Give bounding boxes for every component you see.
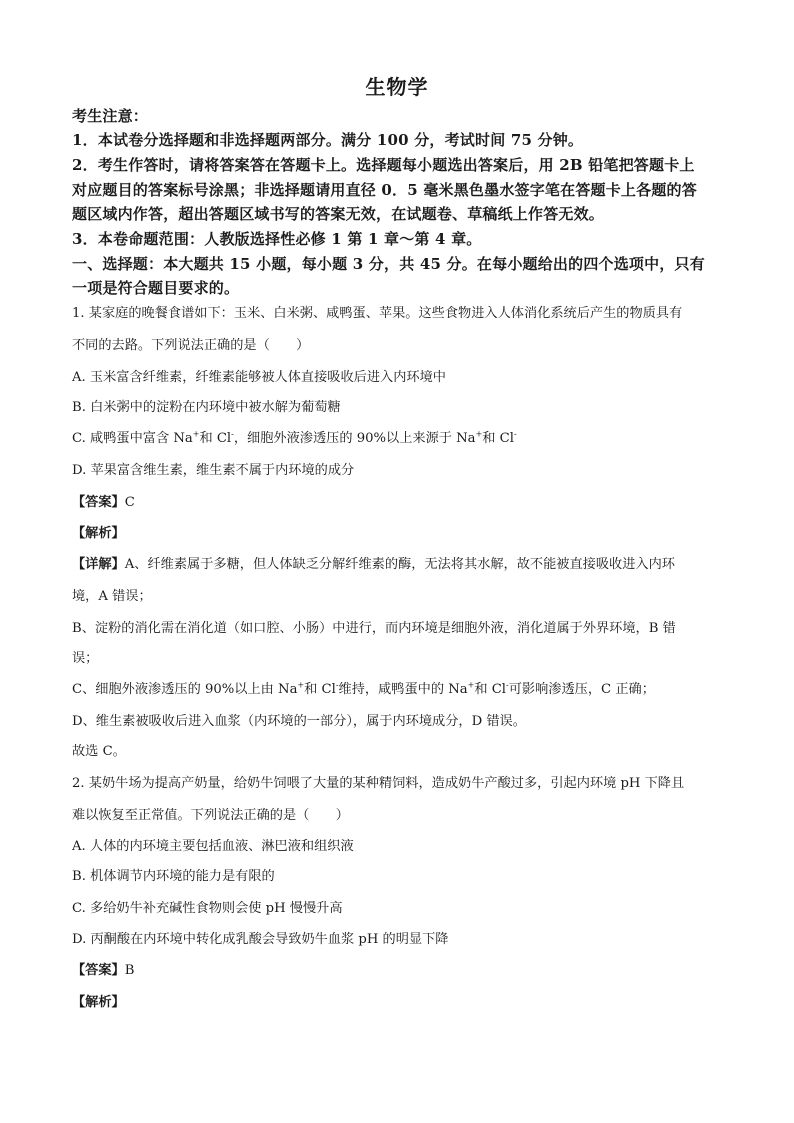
q1-analysis-tag: 【解析】 bbox=[72, 526, 125, 541]
q1-option-c bbox=[72, 429, 728, 449]
page-title: 生物学 bbox=[365, 75, 429, 99]
section-heading-1: 一、选择题：本大题共 15 小题，每小题 3 分，共 45 分。在每小题给出的四个选项中，只有 bbox=[72, 255, 705, 273]
notice-item-2c: 题区域内作答，超出答题区域书写的答案无效，在试题卷、草稿纸上作答无效。 bbox=[72, 205, 605, 223]
superscript: - bbox=[513, 429, 517, 439]
notice-item-2b: 对应题目的答案标号涂黑；非选择题请用直径 0．5 毫米黑色墨水签字笔在答题卡上各题的答 bbox=[72, 181, 697, 199]
notice-item-3: 3．本卷命题范围：人教版选择性必修 1 第 1 章～第 4 章。 bbox=[72, 230, 482, 248]
detail-text: 维持，咸鸭蛋中的 Na bbox=[338, 682, 468, 697]
q2-stem-a: 2. 某奶牛场为提高产奶量，给奶牛饲喂了大量的某种精饲料，造成奶牛产酸过多，引起内环境 pH 下降且 bbox=[72, 776, 685, 791]
section-heading-2: 一项是符合题目要求的。 bbox=[72, 279, 240, 297]
answer-value: B bbox=[124, 963, 135, 978]
superscript: - bbox=[335, 680, 339, 690]
q2-analysis-tag: 【解析】 bbox=[72, 995, 125, 1010]
q2-option-c: C. 多给奶牛补充碱性食物则会使 pH 慢慢升高 bbox=[72, 901, 343, 916]
q1-option-c-text: 和 Cl bbox=[199, 431, 232, 446]
q1-option-d: D. 苹果富含维生素，维生素不属于内环境的成分 bbox=[72, 463, 355, 478]
q1-option-c-text: ，细胞外液渗透压的 90%以上来源于 Na bbox=[233, 431, 476, 446]
detail-text: 和 Cl bbox=[474, 682, 507, 697]
answer-tag: 【答案】 bbox=[72, 963, 125, 978]
q1-detail-3 bbox=[72, 680, 728, 700]
superscript: + bbox=[475, 429, 483, 439]
detail-text: C、细胞外液渗透压的 90%以上由 Na bbox=[72, 682, 298, 697]
q1-option-c-text: C. 咸鸭蛋中富含 Na bbox=[72, 431, 193, 446]
q2-answer bbox=[72, 961, 728, 981]
q1-detail-1a bbox=[72, 555, 728, 575]
answer-tag: 【答案】 bbox=[72, 495, 125, 510]
q2-stem-b: 难以恢复至正常值。下列说法正确的是（ ） bbox=[72, 808, 349, 823]
notice-item-1: 1．本试卷分选择题和非选择题两部分。满分 100 分，考试时间 75 分钟。 bbox=[72, 131, 584, 149]
q1-detail-2b: 误； bbox=[72, 651, 99, 666]
q1-option-c-text: 和 Cl bbox=[482, 431, 514, 446]
notice-item-2a: 2．考生作答时，请将答案答在答题卡上。选择题每小题选出答案后，用 2B 铅笔把答题卡上 bbox=[72, 156, 695, 174]
detail-text: 可影响渗透压，C 正确； bbox=[508, 682, 655, 697]
superscript: + bbox=[192, 429, 200, 439]
q1-answer bbox=[72, 493, 728, 513]
q1-detail-2a: B、淀粉的消化需在消化道（如口腔、小肠）中进行，而内环境是细胞外液，消化道属于外界环境，B 错 bbox=[72, 621, 676, 636]
superscript: + bbox=[297, 680, 305, 690]
q1-detail-1b: 境，A 错误； bbox=[72, 589, 152, 604]
q1-detail-4: D、维生素被吸收后进入血浆（内环境的一部分），属于内环境成分，D 错误。 bbox=[72, 714, 526, 729]
q1-stem-b: 不同的去路。下列说法正确的是（ ） bbox=[72, 338, 310, 353]
notice-heading: 考生注意： bbox=[72, 107, 149, 125]
superscript: - bbox=[506, 680, 509, 690]
superscript: - bbox=[231, 429, 234, 439]
q2-option-d: D. 丙酮酸在内环境中转化成乳酸会导致奶牛血浆 pH 的明显下降 bbox=[72, 932, 449, 947]
q1-option-b: B. 白米粥中的淀粉在内环境中被水解为葡萄糖 bbox=[72, 400, 341, 415]
q2-option-a: A. 人体的内环境主要包括血液、淋巴液和组织液 bbox=[72, 839, 354, 854]
answer-value: C bbox=[124, 495, 135, 510]
detail-text: 和 Cl bbox=[304, 682, 336, 697]
q1-stem-a: 1. 某家庭的晚餐食谱如下：玉米、白米粥、咸鸭蛋、苹果。这些食物进入人体消化系统后产生的物质具有 bbox=[72, 306, 683, 321]
superscript: + bbox=[467, 680, 475, 690]
detail-text: A、纤维素属于多糖，但人体缺乏分解纤维素的酶，无法将其水解，故不能被直接吸收进入内环 bbox=[124, 557, 675, 572]
q1-conclusion: 故选 C。 bbox=[72, 744, 126, 759]
q1-option-a: A. 玉米富含纤维素，纤维素能够被人体直接吸收后进入内环境中 bbox=[72, 370, 446, 385]
q2-option-b: B. 机体调节内环境的能力是有限的 bbox=[72, 869, 275, 884]
detail-tag: 【详解】 bbox=[72, 557, 125, 572]
